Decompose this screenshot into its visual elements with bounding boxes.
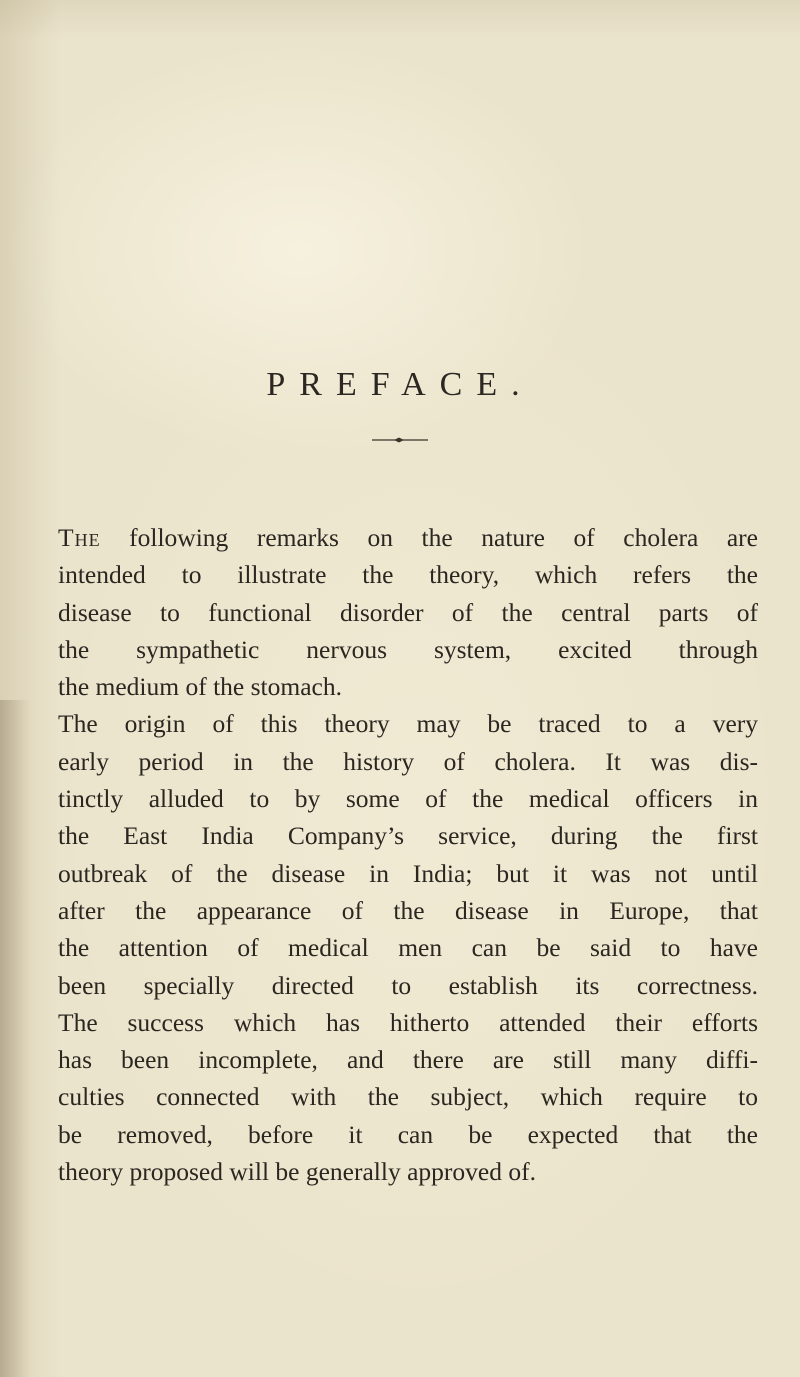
text-line: intended to illustrate the theory, which refers the [58, 560, 758, 590]
text-line: theory proposed will be generally approved of. [58, 1157, 536, 1187]
text-line: culties connected with the subject, which require to [58, 1082, 758, 1112]
paragraph-1 [58, 519, 758, 705]
text-line: early period in the history of cholera. It was dis- [58, 746, 758, 776]
text-line: after the appearance of the disease in Europe, that [58, 895, 758, 925]
text-line: the sympathetic nervous system, excited through [58, 634, 758, 664]
text-line: been specially directed to establish its correctness. [58, 970, 758, 1000]
text-line-content: following remarks on the nature of cholera are [129, 523, 758, 552]
text-line: the East India Company’s service, during the first [58, 821, 758, 851]
text-line: the medium of the stomach. [58, 672, 342, 702]
lead-word: The [58, 523, 101, 552]
text-line: tinctly alluded to by some of the medical officers in [58, 784, 758, 814]
text-line: outbreak of the disease in India; but it was not until [58, 858, 758, 888]
page-edge-shading [0, 700, 30, 1377]
text-line: be removed, before it can be expected that the [58, 1119, 758, 1149]
text-line: the attention of medical men can be said to have [58, 933, 758, 963]
text-line [58, 519, 758, 556]
paragraph-2 [58, 705, 758, 1190]
text-line: The success which has hitherto attended their efforts [58, 1007, 758, 1037]
text-line: The origin of this theory may be traced to a very [58, 709, 758, 739]
text-line: disease to functional disorder of the central parts of [58, 597, 758, 627]
ornament-divider-icon [370, 434, 430, 446]
body-text [58, 519, 758, 1190]
page-title: PREFACE. [266, 366, 534, 403]
text-line: has been incomplete, and there are still many diffi- [58, 1045, 758, 1075]
